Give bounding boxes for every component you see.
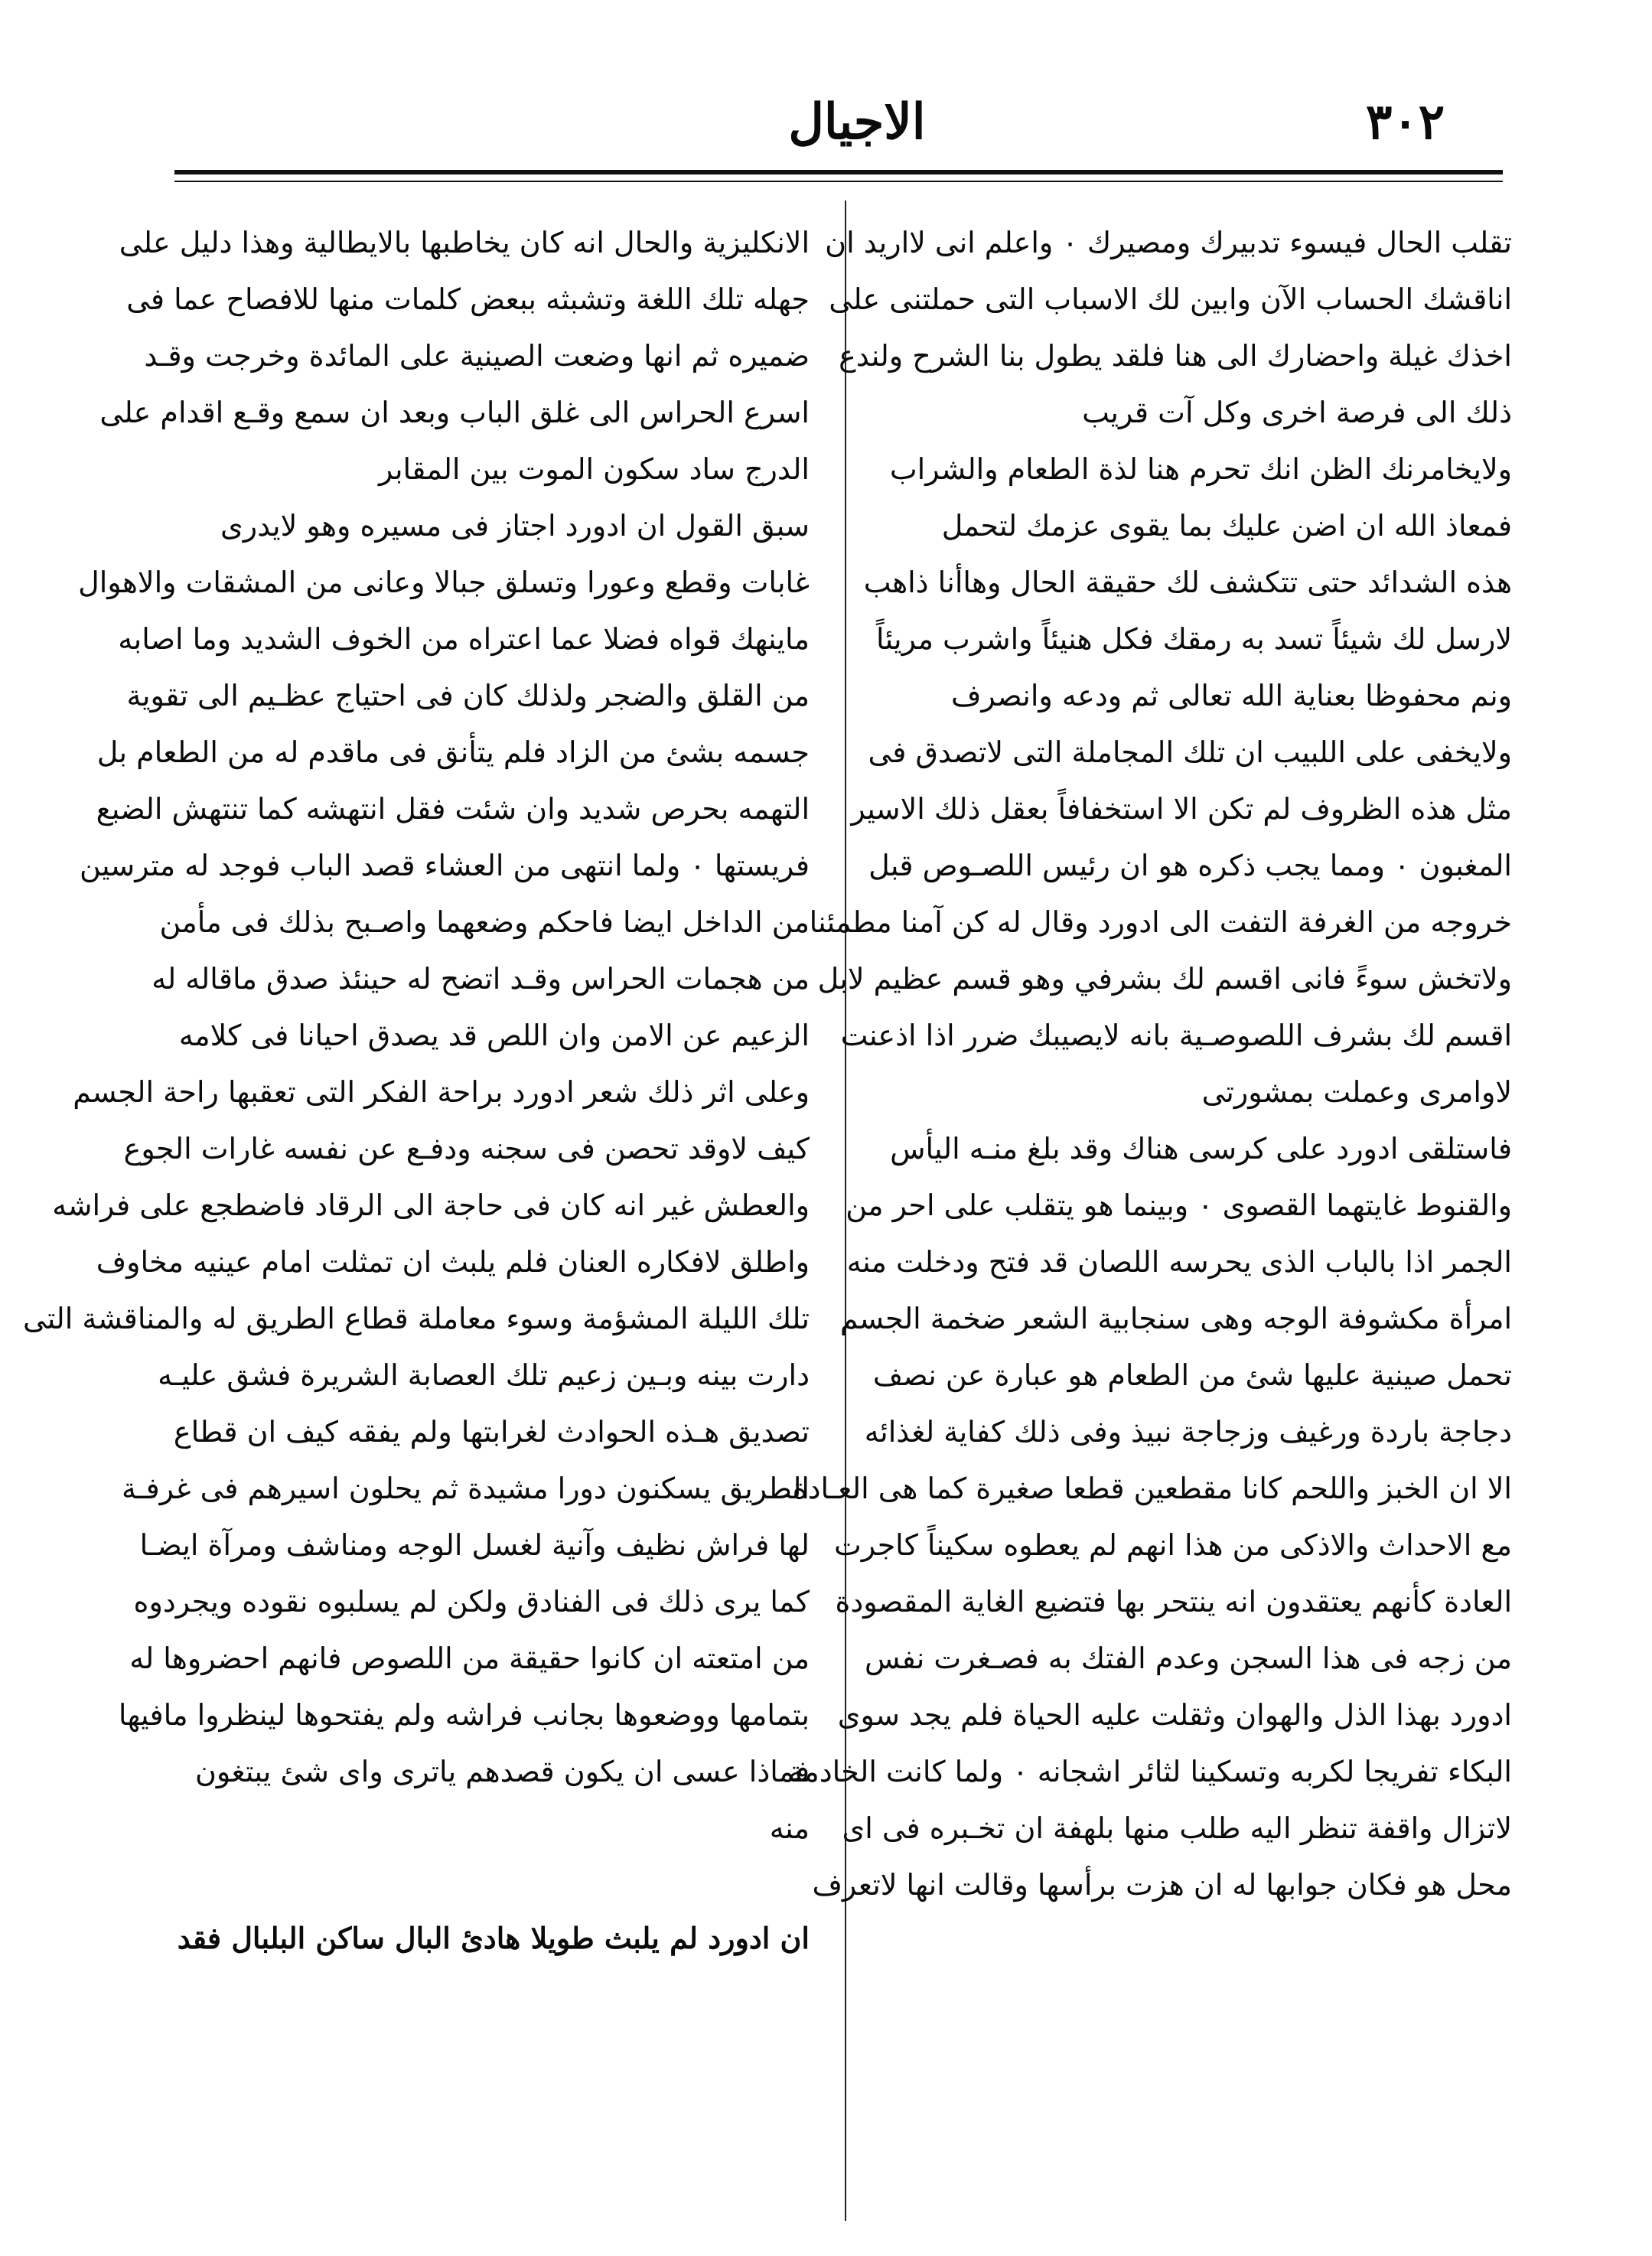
text-line: فاستلقى ادورد على كرسى هناك وقد بلغ منـه اليأس xyxy=(890,1132,1512,1165)
text-line: تحمل صينية عليها شئ من الطعام هو عبارة عن نصف xyxy=(872,1358,1512,1392)
text-line: ولايخامرنك الظن انك تحرم هنا لذة الطعام والشراب xyxy=(889,452,1512,486)
text-line: الطريق يسكنون دورا مشيدة ثم يحلون اسيرهم فى غرفـة xyxy=(122,1472,810,1505)
text-line: من امتعته ان كانوا حقيقة من اللصوص فانهم احضروها له xyxy=(129,1641,810,1675)
text-line: كما يرى ذلك فى الفنادق ولكن لم يسلبوه نقوده ويجردوه xyxy=(133,1585,810,1619)
text-line: خروجه من الغرفة التفت الى ادورد وقال له كن آمنا مطمئنا xyxy=(809,905,1512,939)
text-line: الجمر اذا بالباب الذى يحرسه اللصان قد فتح ودخلت منه xyxy=(846,1245,1512,1279)
text-line: امرأة مكشوفة الوجه وهى سنجابية الشعر ضخمة الجسم xyxy=(839,1302,1512,1335)
text-line: تقلب الحال فيسوء تدبيرك ومصيرك ٠ واعلم انى لااريد ان xyxy=(825,226,1512,259)
right-column xyxy=(788,214,1512,1913)
paragraph xyxy=(23,1064,810,1857)
text-line: منه xyxy=(769,1811,810,1845)
text-line: ان ادورد لم يلبث طويلا هادئ البال ساكن البلبال فقد xyxy=(177,1921,810,1955)
text-line: وعلى اثر ذلك شعر ادورد براحة الفكر التى تعقبها راحة الجسم xyxy=(73,1075,810,1109)
text-line: مع الاحداث والاذكى من هذا انهم لم يعطوه سكيناً كاجرت xyxy=(833,1528,1512,1562)
text-line: واطلق لافكاره العنان فلم يلبث ان تمثلت امام عينيه مخاوف xyxy=(96,1245,810,1279)
page-number: ٣٠٢ xyxy=(1366,93,1445,151)
text-line: دارت بينه وبـين زعيم تلك العصابة الشريرة فشق عليـه xyxy=(158,1358,810,1392)
header-rule-thin xyxy=(174,181,1503,182)
text-line: جهله تلك اللغة وتشبثه ببعض كلمات منها للافصاح عما فى xyxy=(126,282,810,316)
text-line: دجاجة باردة ورغيف وزجاجة نبيذ وفى ذلك كفاية لغذائه xyxy=(864,1415,1512,1449)
text-line: فمعاذ الله ان اضن عليك بما يقوى عزمك لتحمل xyxy=(941,509,1512,543)
text-line: من زجه فى هذا السجن وعدم الفتك به فصـغرت نفس xyxy=(865,1641,1512,1675)
text-line: من القلق والضجر ولذلك كان فى احتياج عظـيم الى تقوية xyxy=(126,679,810,712)
paragraph xyxy=(863,441,1512,724)
paragraph xyxy=(825,214,1512,441)
text-line: لارسل لك شيئاً تسد به رمقك فكل هنيئاً واشرب مريئاً xyxy=(875,622,1512,656)
text-line: اقسم لك بشرف اللصوصـية بانه لايصيبك ضرر اذا اذعنت xyxy=(840,1019,1512,1052)
text-line: ولايخفى على اللبيب ان تلك المجاملة التى لاتصدق فى xyxy=(868,735,1512,769)
paragraph xyxy=(809,724,1512,1120)
text-line: ونم محفوظا بعناية الله تعالى ثم ودعه وانصرف xyxy=(950,679,1512,712)
text-line: لاوامرى وعملت بمشورتى xyxy=(1201,1075,1512,1109)
text-line: تلك الليلة المشؤمة وسوء معاملة قطاع الطريق له والمناقشة التى xyxy=(23,1302,810,1335)
text-line: سبق القول ان ادورد اجتاز فى مسيره وهو لايدرى xyxy=(220,509,810,543)
left-column xyxy=(23,214,810,1967)
paragraph xyxy=(78,497,810,1064)
text-line: لها فراش نظيف وآنية لغسل الوجه ومناشف ومرآة ايضـا xyxy=(139,1528,810,1562)
text-line: الانكليزية والحال انه كان يخاطبها بالايطالية وهذا دليل على xyxy=(119,226,810,259)
text-line: العادة كأنهم يعتقدون انه ينتحر بها فتضيع الغاية المقصودة xyxy=(835,1585,1512,1619)
text-line: ذلك الى فرصة اخرى وكل آت قريب xyxy=(1082,396,1512,429)
page-title: الاجيال xyxy=(788,93,926,151)
text-line: فماذا عسى ان يكون قصدهم ياترى واى شئ يبتغون xyxy=(194,1755,810,1788)
text-line: ضميره ثم انها وضعت الصينية على المائدة وخرجت وقـد xyxy=(144,339,810,373)
text-line: ولاتخش سوءً فانى اقسم لك بشرفي وهو قسم عظيم لابل xyxy=(817,962,1512,996)
text-line: التهمه بحرص شديد وان شئت فقل انتهشه كما تنتهش الضبع xyxy=(96,792,810,826)
text-line: الا ان الخبز واللحم كانا مقطعين قطعا صغيرة كما هى العـادة xyxy=(792,1472,1512,1505)
text-line: اناقشك الحساب الآن وابين لك الاسباب التى حملتنى على xyxy=(829,282,1512,316)
text-line: البكاء تفريجا لكربه وتسكينا لثائر اشجانه ٠ ولما كانت الخادمة xyxy=(788,1755,1512,1788)
text-line: ادورد بهذا الذل والهوان وثقلت عليه الحياة فلم يجد سوى xyxy=(837,1698,1512,1732)
text-line: الزعيم عن الامن وان اللص قد يصدق احيانا فى كلامه xyxy=(178,1019,810,1052)
text-line: من هجمات الحراس وقـد اتضح له حينئذ صدق ماقاله له xyxy=(152,962,810,996)
text-line: محل هو فكان جوابها له ان هزت برأسها وقالت انها لاتعرف xyxy=(812,1868,1512,1902)
text-line: غابات وقطع وعورا وتسلق جبالا وعانى من المشقات والاهوال xyxy=(78,566,810,599)
text-line: لاتزال واقفة تنظر اليه طلب منها بلهفة ان تخـبره فى اى xyxy=(842,1811,1512,1845)
paragraph xyxy=(99,214,810,497)
text-line: فريستها ٠ ولما انتهى من العشاء قصد الباب فوجد له مترسين xyxy=(80,849,810,882)
text-line: اخذك غيلة واحضارك الى هنا فلقد يطول بنا الشرح ولندع xyxy=(839,339,1512,373)
text-line: ماينهك قواه فضلا عما اعتراه من الخوف الشديد وما اصابه xyxy=(118,622,810,656)
text-line: تصديق هـذه الحوادث لغرابتها ولم يفقه كيف ان قطاع xyxy=(173,1415,810,1449)
text-line: جسمه بشئ من الزاد فلم يتأنق فى ماقدم له من الطعام بل xyxy=(96,735,810,769)
text-line: كيف لاوقد تحصن فى سجنه ودفـع عن نفسه غارات الجوع xyxy=(123,1132,810,1165)
text-line: والقنوط غايتهما القصوى ٠ وبينما هو يتقلب على احر من xyxy=(846,1188,1512,1222)
paragraph xyxy=(788,1120,1512,1913)
text-line: بتمامها ووضعوها بجانب فراشه ولم يفتحوها لينظروا مافيها xyxy=(118,1698,810,1732)
text-line: مثل هذه الظروف لم تكن الا استخفافاً بعقل ذلك الاسير xyxy=(851,792,1512,826)
text-line: من الداخل ايضا فاحكم وضعهما واصـبح بذلك فى مأمن xyxy=(159,905,810,939)
text-line: هذه الشدائد حتى تتكشف لك حقيقة الحال وهاأنا ذاهب xyxy=(863,566,1512,599)
text-line: اسرع الحراس الى غلق الباب وبعد ان سمع وقـع اقدام على xyxy=(99,396,810,429)
text-line: المغبون ٠ ومما يجب ذكره هو ان رئيس اللصـوص قبل xyxy=(868,849,1512,882)
header-rule-thick xyxy=(174,170,1503,174)
text-line: والعطش غير انه كان فى حاجة الى الرقاد فاضطجع على فراشه xyxy=(52,1188,810,1222)
text-line: الدرج ساد سكون الموت بين المقابر xyxy=(379,452,810,486)
